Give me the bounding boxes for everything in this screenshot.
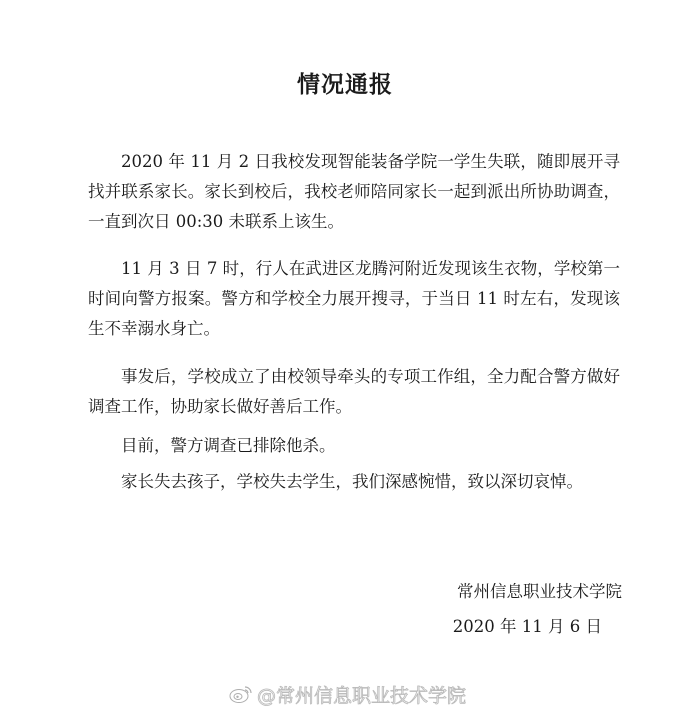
- document-title: 情况通报: [297, 71, 393, 98]
- paragraph-response: 事发后，学校成立了由校领导牵头的专项工作组，全力配合警方做好调查工作，协助家长做好善后工作。: [88, 367, 620, 416]
- paragraph-condolence: 家长失去孩子，学校失去学生，我们深感惋惜，致以深切哀悼。: [121, 472, 583, 491]
- paragraph-missing-report: 2020 年 11 月 2 日我校发现智能装备学院一学生失联，随即展开寻找并联系家长。家长到校后，我校老师陪同家长一起到派出所协助调查，一直到次日 00:30 未联系上该生。: [88, 152, 620, 231]
- document-date: 2020 年 11 月 6 日: [452, 617, 602, 636]
- paragraph-discovery: 11 月 3 日 7 时，行人在武进区龙腾河附近发现该生衣物，学校第一时间向警方报案。警方和学校全力展开搜寻，于当日 11 时左右，发现该生不幸溺水身亡。: [88, 259, 620, 338]
- weibo-icon: [229, 684, 253, 704]
- signature-institution: 常州信息职业技术学院: [457, 582, 622, 601]
- weibo-watermark: [229, 681, 466, 707]
- watermark-text: @常州信息职业技术学院: [256, 684, 466, 707]
- paragraph-investigation: 目前，警方调查已排除他杀。: [121, 436, 336, 455]
